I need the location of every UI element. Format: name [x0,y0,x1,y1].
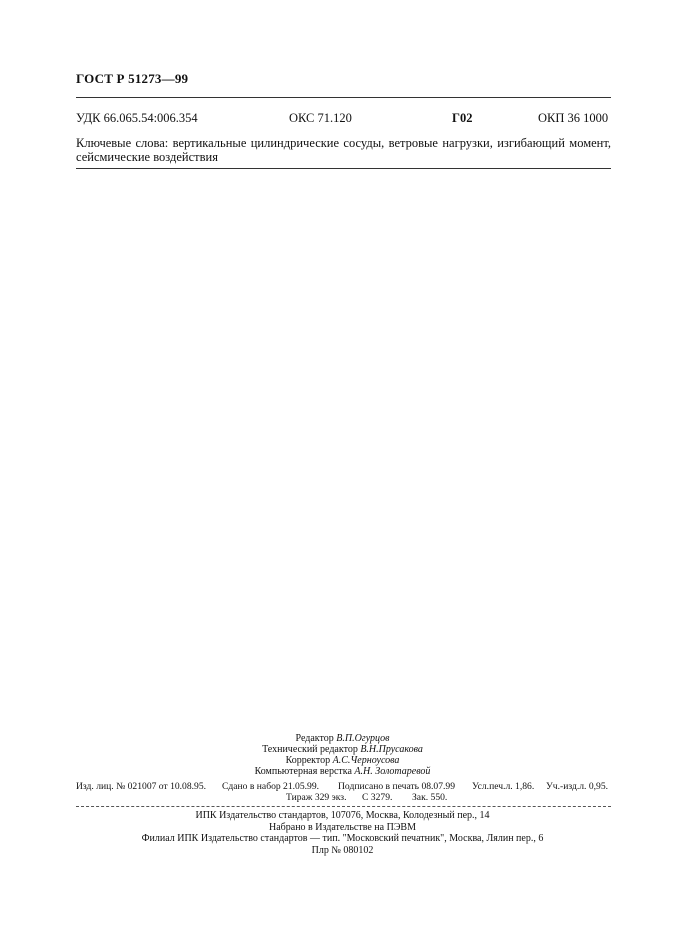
layout-label: Компьютерная верстка [254,766,352,777]
keywords: Ключевые слова: вертикальные цилиндрические сосуды, ветровые нагрузки, изгибающий момент, сейсмические воздействия [76,136,611,164]
tech-editor-label: Технический редактор [262,744,358,755]
imprint-c-number: С 3279. [362,792,393,803]
credits-block [0,733,685,777]
imprint-typeset: Сдано в набор 21.05.99. [222,781,320,792]
editor-name: В.П.Огурцов [336,733,390,744]
corrector-name: А.С.Черноусова [332,755,400,766]
publisher-line-1: ИПК Издательство стандартов, 107076, Москва, Колодезный пер., 14 [195,810,490,821]
imprint-divider [76,806,611,807]
imprint-license: Изд. лиц. № 021007 от 10.08.95. [76,781,207,792]
imprint-pub-sheets: Уч.-изд.л. 0,95. [546,781,609,792]
editor-label: Редактор [295,733,334,744]
corrector-line [0,755,685,766]
imprint-signed: Подписано в печать 08.07.99 [338,781,456,792]
publisher-block [0,810,685,856]
publisher-line-2: Набрано в Издательстве на ПЭВМ [269,821,416,833]
imprint-order: Зак. 550. [412,792,448,803]
layout-line [0,766,685,777]
standard-code: ГОСТ Р 51273—99 [76,71,189,86]
okp-code: ОКП 36 1000 [538,111,609,125]
editor-line [0,733,685,744]
imprint-print-sheets: Усл.печ.л. 1,86. [472,781,535,792]
publisher-line-4: Плр № 080102 [311,844,374,856]
oks-code: ОКС 71.120 [289,111,352,125]
imprint-circulation: Тираж 329 экз. [286,792,347,803]
udk-code: УДК 66.065.54:006.354 [76,111,198,125]
corrector-label: Корректор [285,755,331,766]
keywords-divider [76,168,611,169]
tech-editor-name: В.Н.Прусакова [360,744,423,755]
layout-name: А.Н. Золотаревой [354,766,431,777]
top-divider [76,97,611,98]
publisher-line-3: Филиал ИПК Издательство стандартов — тип. "Московский печатник", Москва, Лялин пер., 6 [141,833,544,844]
group-code: Г02 [452,111,473,125]
tech-editor-line [0,744,685,755]
